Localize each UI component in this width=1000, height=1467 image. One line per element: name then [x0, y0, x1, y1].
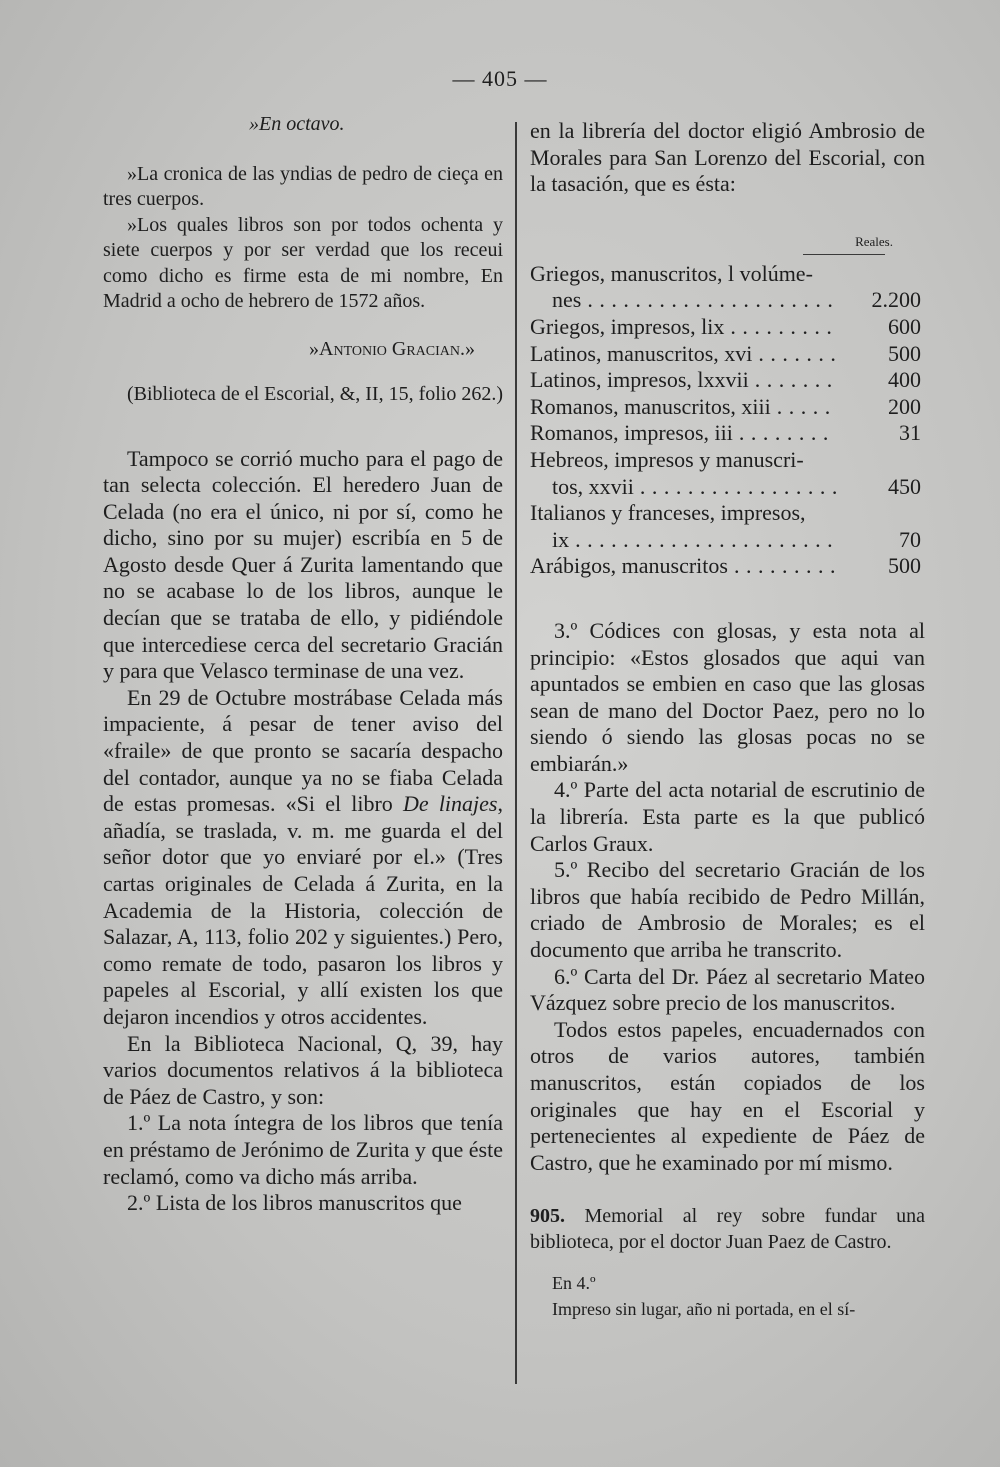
entry-title: Memorial al rey sobre fundar una biblioteca, por el doctor Juan Paez de Castro. [530, 1205, 925, 1253]
signature: »Antonio Gracian.» [309, 337, 475, 360]
right-column [530, 118, 925, 1322]
list-item-6: 6.º Carta del Dr. Páez al secretario Mateo Vázquez sobre precio de los manuscritos. [530, 963, 925, 1016]
table-row-label: tos, xxvii . . . [552, 474, 836, 501]
list-item-5: 5.º Recibo del secretario Gracián de los libros que había recibido de Pedro Millán, criado de Ambrosio de Morales; es el documento que arriba he transcrito. [530, 857, 925, 963]
list-item-4: 4.º Parte del acta notarial de escrutinio de la librería. Esta parte es la que publicó Carlos Graux. [530, 777, 925, 856]
table-row [530, 474, 925, 501]
paragraph-intro: en la librería del doctor eligió Ambrosio de Morales para San Lorenzo del Escorial, con la tasación, que es ésta: [530, 118, 925, 197]
table-row-label: Romanos, manuscritos, xiii . . . [530, 394, 836, 421]
table-row-value: 70 [899, 526, 921, 552]
table-row [530, 420, 925, 447]
page-number: — 405 — [452, 66, 548, 91]
paragraph-october-text-b: , añadía, se traslada, v. m. me guarda el del señor dotor que yo enviaré por el.» (Tres cartas originales de Celada á Zurita, en la Academia de la Historia, colección de Salazar, A, 113, folio 202 y siguientes.) Pero, como remate de todo, pasaron los libros y papeles al Escorial, y allí existen los que dejaron incendios y otros accidentes. [103, 791, 503, 1029]
book-title-de-linajes: De linajes [402, 791, 498, 817]
table-row-label: Latinos, manuscritos, xvi . . . [530, 341, 836, 368]
paragraph-october-text-a: En 29 de Octubre mostrábase Celada más impaciente, á pesar de tener aviso del «fraile» de que pronto se sacaría despacho del contador, aunque ya no se fiaba Celada de estas promesas. «Si el libro [103, 684, 503, 817]
table-row [530, 314, 925, 341]
paragraph-october [103, 685, 503, 1031]
table-row [530, 527, 925, 554]
entry-number: 905. [530, 1205, 565, 1228]
list-item-2: 2.º Lista de los libros manuscritos que [127, 1190, 462, 1216]
table-row-label-line: Griegos, manuscritos, l volúme- [530, 260, 813, 286]
table-row-label-line: Hebreos, impresos y manuscri- [530, 446, 804, 472]
imprint-line: Impreso sin lugar, año ni portada, en el sí- [552, 1298, 856, 1319]
table-header-reales [530, 234, 893, 255]
table-row-value: 31 [899, 420, 921, 446]
list-item-1: 1.º La nota íntegra de los libros que tenía en préstamo de Jerónimo de Zurita y que éste reclamó, como va dicho más arriba. [103, 1110, 503, 1189]
table-row-value: 500 [888, 553, 921, 579]
price-table [530, 261, 925, 580]
list-item-3: 3.º Códices con glosas, y esta nota al principio: «Estos glosados que aqui van apuntados se embien en caso que las glosas sean de mano del Doctor Paez, pero no lo siendo ó siendo las glosas pocas no se embiarán.» [530, 617, 925, 776]
left-column [103, 112, 503, 1217]
octavo-heading: »En octavo. [249, 113, 345, 135]
table-row-label: ix . . . [552, 527, 836, 554]
table-row-label: Arábigos, manuscritos . . . [530, 553, 836, 580]
table-row-value: 2.200 [871, 287, 921, 313]
entry-905 [530, 1204, 925, 1255]
table-row [530, 287, 925, 314]
table-row-label: Griegos, impresos, lix . . . [530, 314, 836, 341]
paragraph-receipt: »Los quales libros son por todos ochenta y siete cuerpos y por ser verdad que los receui como dicho es firme esta de mi nombre, En Madrid a ocho de hebrero de 1572 años. [103, 213, 503, 312]
header-rule [803, 254, 885, 255]
citation: (Biblioteca de el Escorial, &, II, 15, folio 262.) [127, 383, 504, 405]
column-divider [515, 122, 517, 1384]
reales-label: Reales. [855, 233, 893, 249]
table-row-label: Romanos, impresos, iii . . . [530, 420, 836, 447]
paragraph-cronica: »La cronica de las yndias de pedro de cieça en tres cuerpos. [103, 162, 503, 210]
table-row-label: Latinos, impresos, lxxvii . . . [530, 367, 836, 394]
paragraph-papeles: Todos estos papeles, encuadernados con otros de varios autores, también manuscritos, están copiados de los originales que hay en el Escorial y pertenecientes al expediente de Páez de Castro, que he examinado por mí mismo. [530, 1016, 925, 1175]
table-row [530, 367, 925, 394]
paragraph-biblioteca-nacional: En la Biblioteca Nacional, Q, 39, hay varios documentos relativos á la biblioteca de Páez de Castro, y son: [103, 1030, 503, 1109]
table-row [530, 394, 925, 421]
table-row-value: 200 [888, 393, 921, 419]
table-row-value: 450 [888, 473, 921, 499]
table-row [530, 553, 925, 580]
table-row-value: 500 [888, 340, 921, 366]
table-row-label-line: Italianos y franceses, impresos, [530, 500, 806, 526]
paragraph-payment: Tampoco se corrió mucho para el pago de tan selecta colección. El heredero Juan de Celada (no era el único, ni por sí, como he dicho, sino por su mujer) escribía en 5 de Agosto desde Quer á Zurita lamentando que no se acabase lo de los libros, aunque le decían que se trataba de ello, y pidiéndole que intercediese cerca del secretario Gracián y para que Velasco terminase de una vez. [103, 445, 503, 684]
format-line: En 4.º [552, 1273, 596, 1294]
table-row [530, 341, 925, 368]
table-row-value: 400 [888, 367, 921, 393]
table-row-label: nes . . . [552, 287, 836, 314]
table-row-value: 600 [888, 313, 921, 339]
